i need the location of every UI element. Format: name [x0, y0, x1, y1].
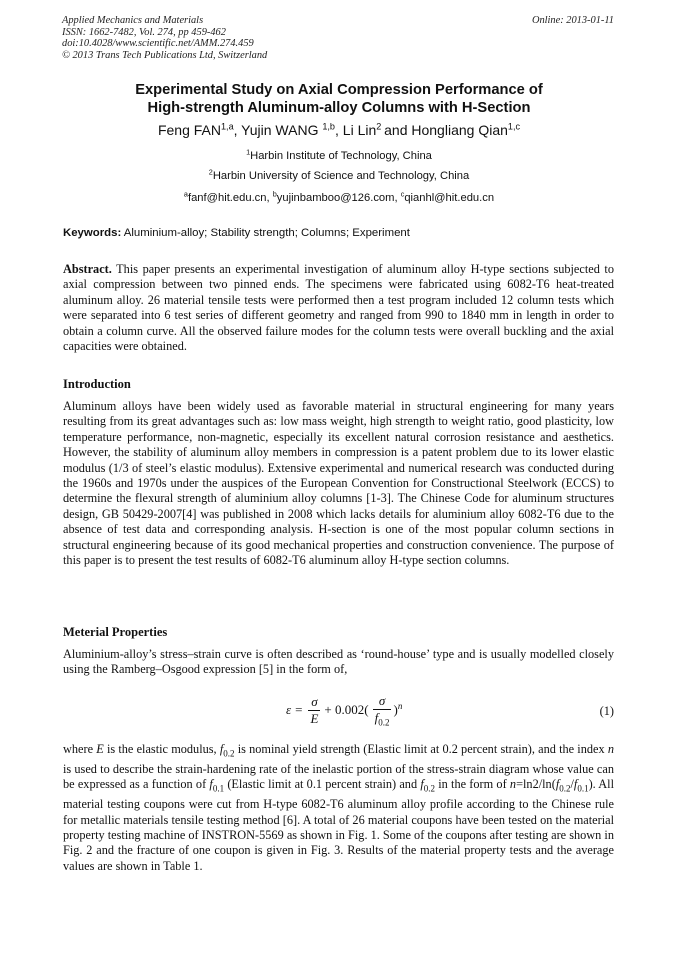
paper-title: [0, 81, 678, 117]
equation-close: ): [393, 702, 398, 717]
equation-fraction-1: [308, 694, 320, 727]
author-name: Li Lin: [342, 122, 377, 138]
symbol-subscript: 0.2: [423, 783, 436, 794]
equation-sigma: σ: [311, 693, 318, 709]
title-line-2: High-strength Aluminum-alloy Columns with H-Section: [147, 100, 531, 116]
equation-epsilon: ε: [286, 702, 292, 717]
symbol-n: n: [509, 777, 517, 792]
author-name: Hongliang Qian: [411, 122, 508, 138]
email-superscript: a: [183, 189, 188, 199]
symbol-f: f: [420, 777, 424, 792]
author-name: Feng FAN: [157, 122, 221, 138]
issn-line: ISSN: 1662-7482, Vol. 274, pp 459-462: [62, 26, 226, 38]
journal-name: Applied Mechanics and Materials: [62, 15, 204, 26]
online-date: Online: 2013-01-11: [531, 15, 614, 26]
keywords-label: Keywords:: [63, 227, 122, 239]
text-run: is the elastic modulus,: [103, 742, 220, 756]
equation-1: [0, 688, 678, 732]
text-run: is nominal yield strength (Elastic limit at 0.2 percent strain), and the index: [234, 742, 608, 756]
abstract: [63, 262, 614, 354]
text-run: =ln2/ln(: [516, 777, 556, 792]
equation-f: f: [374, 709, 379, 725]
abstract-label: Abstract.: [63, 262, 112, 276]
equation-term: + 0.002(: [324, 702, 369, 717]
material-properties-heading: Meterial Properties: [63, 625, 168, 639]
equation-fraction-2: [373, 693, 392, 728]
equation-explanation: [63, 742, 614, 874]
equation-expression: ε = $\frac{\sigma}{E}$ + 0.002( $\frac{\sigma}{f_{0.2}}$ ) $^n$: [286, 692, 403, 728]
affiliation-text: Harbin University of Science and Technology, China: [212, 170, 470, 182]
symbol-n: n: [607, 742, 614, 756]
text-run: (Elastic limit at 0.1 percent strain) and: [224, 777, 421, 792]
title-line-1: Experimental Study on Axial Compression Performance of: [135, 82, 543, 98]
email-superscript: b: [272, 189, 277, 199]
author-superscript: 1,c: [507, 121, 521, 132]
symbol-f: f: [555, 777, 560, 792]
keywords-line: [63, 227, 410, 239]
text-run: ). All material testing coupons were cut from H-type 6082-T6 aluminum alloy profile according to the Chinese rule for metallic materials tensile testing method [6]. A total of 26 material coupons have been tested on the material property testing machine of INSTRON-5569 as shown in Fig. 1. Some of the coupons after testing are shown in Fig. 2 and the fracture of one coupon is given in Fig. 3. Results of the material property tests and the average values are shown in Table 1.: [63, 777, 615, 873]
symbol-f: f: [573, 777, 578, 792]
text-run: /: [570, 777, 574, 792]
email-superscript: c: [400, 189, 405, 199]
keywords-text: Aluminium-alloy; Stability strength; Columns; Experiment: [121, 227, 410, 239]
affiliation-2: [0, 167, 678, 182]
journal-header: [62, 15, 267, 61]
author-superscript: 1,b: [322, 121, 335, 132]
introduction-text: Aluminum alloys have been widely used as favorable material in structural engineering for many years resulting from its great advantages such as: low mass weight, high strength to weight ratio, good plasticity, low temperature performance, non-magnetic, especially its excellent natural corrosion resistance and aesthetics. However, the stability of aluminum alloy members in compression is a patent problem due to its lower elastic modulus (1/3 of steel’s elastic modulus). Extensive experimental and numerical research was conducted during the 1960s and 1970s under the auspices of the European Convention for Constructional Steelwork (ECCS) to determine the flexural strength of aluminium alloy columns [1-3]. The Chinese Code for aluminum structures design, GB 50429-2007[4] was published in 2008 which lacks details for aluminium alloy 6082-T6 due to the absence of test data and corresponding analysis. H-section is one of the most popular column sections in structural engineering because of its good mechanical properties and construction convenience. The purpose of this paper is to present the test results of 6082-T6 aluminum alloy H-type section columns.: [63, 399, 614, 568]
author-name: Yujin WANG: [241, 122, 319, 138]
email-link[interactable]: qianhl@hit.edu.cn: [404, 192, 495, 204]
affiliation-1: [0, 147, 678, 162]
author-list: Feng FAN$^{1,a}$, Yujin WANG $^{1,b}$, Li Lin$^2$ and Hongliang Qian$^{1,c}$: [157, 121, 521, 138]
text-run: where: [63, 742, 97, 756]
symbol-E: E: [96, 742, 104, 756]
affiliation-superscript: 2: [208, 167, 213, 177]
symbol-subscript: 0.1: [577, 783, 589, 794]
equation-sigma: σ: [378, 692, 386, 708]
affiliation-superscript: 1: [246, 147, 251, 157]
equation-f-subscript: 0.2: [378, 717, 390, 728]
equation-equals: =: [295, 702, 303, 717]
copyright-line: © 2013 Trans Tech Publications Ltd, Switzerland: [62, 49, 268, 61]
affiliation-text: Harbin Institute of Technology, China: [250, 150, 432, 162]
symbol-subscript: 0.2: [559, 783, 571, 794]
equation-f02: [373, 709, 392, 728]
author-emails: [0, 189, 678, 204]
email-link[interactable]: yujinbamboo@126.com,: [276, 192, 401, 204]
symbol-subscript: 0.1: [212, 783, 225, 794]
doi-line: doi:10.4028/www.scientific.net/AMM.274.459: [62, 38, 254, 50]
symbol-subscript: 0.2: [223, 748, 235, 759]
symbol-f: f: [219, 742, 224, 756]
abstract-text: This paper presents an experimental investigation of aluminum alloy H-type sections subjected to axial compression between two pinned ends. The specimens were fabricated using 6082-T6 heat-treated aluminum alloy. 26 material tensile tests were performed then a test program included 12 column tests which were separated into 6 test series of different geometry and ranged from 990 to 1840 mm in length in order to obtain a column curve. All the observed failure modes for the column tests were overall buckling and the axial capacities were obtained.: [63, 262, 614, 354]
text-run: is used to describe the strain-hardening rate of the inelastic portion of the stress-strain diagram whose value can be expressed as a function of: [63, 761, 614, 792]
equation-number: (1): [599, 704, 614, 718]
material-properties-text: Aluminium-alloy’s stress–strain curve is often described as ‘round-house’ type and is usually modelled closely using the Ramberg–Osgood expression [5] in the form of,: [63, 647, 614, 677]
introduction-heading: Introduction: [63, 377, 131, 391]
equation-E: E: [310, 710, 319, 726]
author-superscript: 2: [376, 121, 382, 132]
author-superscript: 1,a: [220, 121, 234, 132]
text-run: in the form of: [435, 777, 510, 792]
symbol-f: f: [209, 777, 213, 792]
email-link[interactable]: fanf@hit.edu.cn,: [187, 192, 273, 204]
